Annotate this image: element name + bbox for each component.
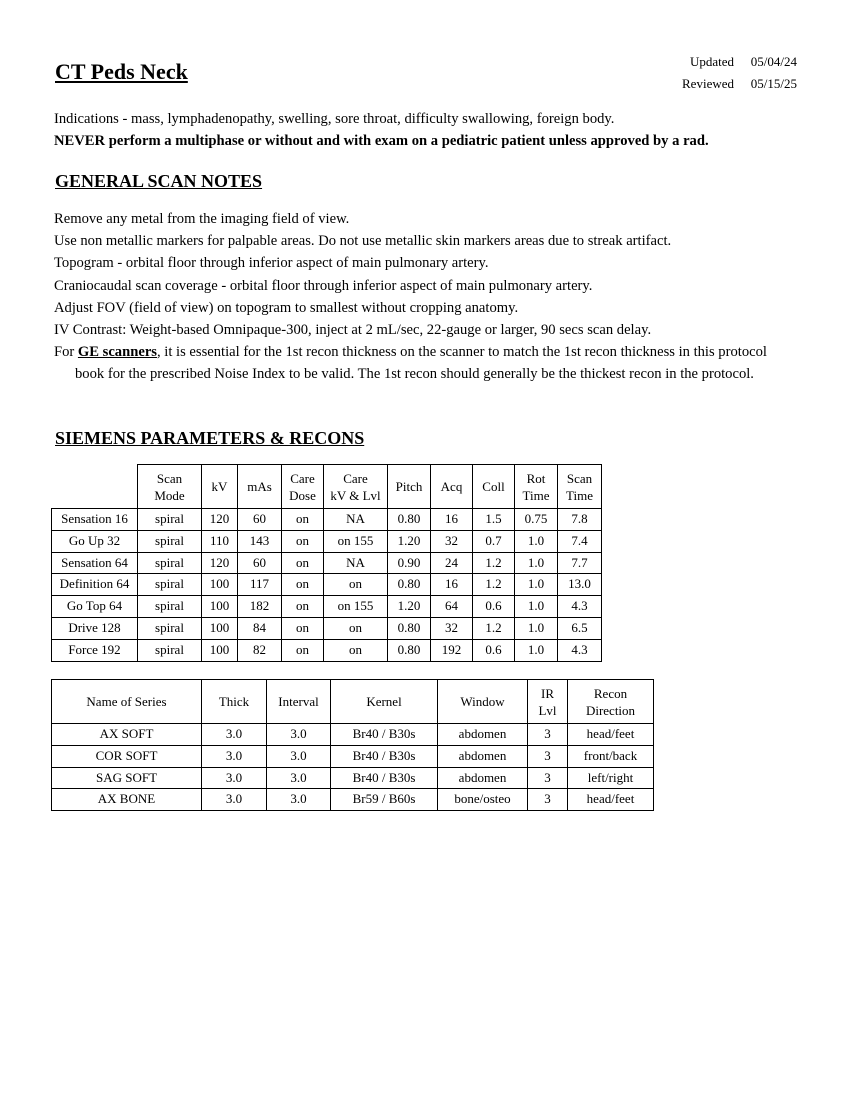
table-cell: 110 [202,530,238,552]
column-header [515,465,558,509]
table-cell: 6.5 [558,617,602,639]
note-line: Adjust FOV (field of view) on topogram to smallest without cropping anatomy. [54,299,519,316]
updated-row [682,51,797,73]
reviewed-row [682,73,797,95]
row-label-cell: Sensation 16 [52,509,138,531]
table-cell: 0.80 [388,509,431,531]
table-cell: 182 [238,596,282,618]
column-header-text: Lvl [538,702,557,718]
table-cell: 24 [431,552,473,574]
reviewed-label: Reviewed [682,75,734,91]
table-cell: on [324,617,388,639]
table-cell: 120 [202,509,238,531]
pediatric-warning: NEVER perform a multiphase or without and with exam on a pediatric patient unless approved by a rad. [54,133,709,149]
row-label-cell: Drive 128 [52,617,138,639]
column-header-text: Thick [218,694,250,709]
table-cell: 0.90 [388,552,431,574]
table-cell: on [324,574,388,596]
table-cell: 100 [202,639,238,661]
table-cell: 3.0 [202,789,267,811]
siemens-table-body [52,509,602,662]
table-cell: 7.8 [558,509,602,531]
table-cell: spiral [138,530,202,552]
table-cell: 1.0 [515,552,558,574]
table-cell: on 155 [324,596,388,618]
table-cell: on [282,596,324,618]
table-cell: on 155 [324,530,388,552]
table-cell: NA [324,552,388,574]
column-header-text: Interval [278,694,319,709]
reviewed-date: 05/15/25 [750,75,797,91]
column-header [568,680,654,724]
column-header [202,465,238,509]
table-cell: 64 [431,596,473,618]
row-label-cell: Go Top 64 [52,596,138,618]
table-cell: on [324,639,388,661]
ge-note-text: , it is essential for the 1st recon thickness on the scanner to match the 1st recon thickness in this protocol book for the prescribed Noise Index to be valid. The 1st recon should generally be the thickest recon in the protocol. [75,344,767,383]
table-cell: 3 [528,789,568,811]
column-header [267,680,331,724]
column-header-text: Direction [585,702,636,718]
column-header [331,680,438,724]
general-notes-heading: GENERAL SCAN NOTES [55,171,263,191]
column-header [558,465,602,509]
recon-table [51,679,654,811]
row-label-cell: Force 192 [52,639,138,661]
table-cell: 7.4 [558,530,602,552]
column-header [138,465,202,509]
table-cell: 3.0 [202,724,267,746]
table-cell: 3.0 [202,767,267,789]
column-header [528,680,568,724]
table-cell: on [282,617,324,639]
table-cell: 84 [238,617,282,639]
table-cell: Br40 / B30s [331,745,438,767]
column-header-text: Window [460,694,505,709]
table-row [52,552,602,574]
table-cell: 1.20 [388,596,431,618]
table-cell: 0.7 [473,530,515,552]
table-cell: 3.0 [267,745,331,767]
table-cell: 1.0 [515,530,558,552]
table-cell: 1.0 [515,617,558,639]
table-cell: on [282,530,324,552]
table-cell: 0.6 [473,596,515,618]
column-header-text: Acq [440,479,463,494]
column-header-text: Scan [566,470,593,486]
table-cell: spiral [138,509,202,531]
table-cell: abdomen [438,724,528,746]
ge-scanner-note [54,341,794,385]
row-label-cell: AX BONE [52,789,202,811]
column-header-text: Care [343,470,368,486]
table-cell: 1.2 [473,617,515,639]
table-cell: 1.20 [388,530,431,552]
table-cell: 82 [238,639,282,661]
updated-date: 05/04/24 [750,54,797,69]
row-label-cell: Definition 64 [52,574,138,596]
row-label-cell: COR SOFT [52,745,202,767]
column-header-text: Kernel [366,694,402,709]
table-cell: 3 [528,745,568,767]
column-header [324,465,388,509]
indications-text: Indications - mass, lymphadenopathy, swelling, sore throat, difficulty swallowing, foreign body. [54,111,615,127]
column-header [431,465,473,509]
table-cell: Br59 / B60s [331,789,438,811]
column-header-text: Pitch [395,479,423,494]
siemens-heading: SIEMENS PARAMETERS & RECONS [55,428,365,448]
table-header-row [52,680,654,724]
column-header-text: Rot [526,470,546,486]
row-label-cell: SAG SOFT [52,767,202,789]
column-header [473,465,515,509]
note-line: IV Contrast: Weight-based Omnipaque-300, inject at 2 mL/sec, 22-gauge or larger, 90 secs scan delay. [54,322,652,339]
note-line: Remove any metal from the imaging field of view. [54,211,350,227]
table-cell: 32 [431,617,473,639]
table-cell: spiral [138,639,202,661]
ge-scanners-link[interactable]: GE scanners [77,344,157,361]
column-header-text: Time [522,487,550,503]
table-cell: 3 [528,767,568,789]
table-row [52,530,602,552]
table-cell: 4.3 [558,639,602,661]
column-header-text: Recon [593,685,628,701]
table-cell: 120 [202,552,238,574]
column-header-text: Care [290,470,315,486]
table-cell: 7.7 [558,552,602,574]
table-cell: 4.3 [558,596,602,618]
column-header [388,465,431,509]
header-blank-cell [52,465,138,509]
column-header-text: Dose [289,487,316,503]
table-cell: on [282,509,324,531]
column-header-text: Coll [482,479,505,494]
table-cell: 1.0 [515,574,558,596]
note-line: Topogram - orbital floor through inferior aspect of main pulmonary artery. [54,255,489,272]
table-cell: 32 [431,530,473,552]
table-cell: 1.2 [473,574,515,596]
table-cell: 60 [238,552,282,574]
row-label-cell: AX SOFT [52,724,202,746]
table-cell: 16 [431,509,473,531]
table-cell: spiral [138,617,202,639]
table-cell: bone/osteo [438,789,528,811]
table-cell: abdomen [438,745,528,767]
table-cell: 16 [431,574,473,596]
table-row [52,509,602,531]
table-cell: 1.0 [515,639,558,661]
table-cell: 3.0 [267,724,331,746]
table-cell: 117 [238,574,282,596]
table-cell: spiral [138,552,202,574]
recon-table-body [52,724,654,811]
column-header-text: IR [541,685,554,701]
table-cell: Br40 / B30s [331,767,438,789]
table-cell: 100 [202,617,238,639]
column-header-text: kV [211,479,228,494]
table-cell: Br40 / B30s [331,724,438,746]
table-cell: 3.0 [267,789,331,811]
note-line: Use non metallic markers for palpable areas. Do not use metallic skin markers areas due to streak artifact. [54,233,672,250]
table-row [52,639,602,661]
table-cell: 0.80 [388,617,431,639]
table-cell: head/feet [568,789,654,811]
siemens-parameters-table [51,464,602,662]
table-cell: on [282,639,324,661]
table-cell: 192 [431,639,473,661]
general-notes-list [54,208,794,386]
note-line: Craniocaudal scan coverage - orbital floor through inferior aspect of main pulmonary artery. [54,277,593,294]
table-cell: 13.0 [558,574,602,596]
column-header [238,465,282,509]
ge-note-prefix: For [54,344,78,361]
table-cell: spiral [138,596,202,618]
table-cell: 1.5 [473,509,515,531]
indications-block [54,108,814,152]
column-header-text: Time [566,487,593,503]
column-header [202,680,267,724]
column-header-text: kV & Lvl [330,487,381,503]
table-cell: 60 [238,509,282,531]
table-cell: 0.80 [388,639,431,661]
revision-dates [682,51,797,94]
table-row [52,574,602,596]
column-header [52,680,202,724]
column-header [282,465,324,509]
table-row [52,767,654,789]
table-cell: 1.2 [473,552,515,574]
table-row [52,596,602,618]
table-row [52,745,654,767]
column-header-text: Mode [154,487,185,503]
table-cell: 3.0 [202,745,267,767]
table-cell: abdomen [438,767,528,789]
table-row [52,617,602,639]
table-row [52,789,654,811]
updated-label: Updated [689,54,734,69]
table-cell: spiral [138,574,202,596]
table-cell: 3.0 [267,767,331,789]
table-row [52,724,654,746]
table-cell: 0.6 [473,639,515,661]
column-header-text: Name of Series [86,694,167,709]
table-cell: front/back [568,745,654,767]
table-header-row [52,465,602,509]
table-cell: NA [324,509,388,531]
table-cell: 0.75 [515,509,558,531]
column-header [438,680,528,724]
table-cell: left/right [568,767,654,789]
column-header-text: Scan [156,470,183,486]
row-label-cell: Go Up 32 [52,530,138,552]
table-cell: on [282,552,324,574]
row-label-cell: Sensation 64 [52,552,138,574]
table-cell: on [282,574,324,596]
table-cell: 3 [528,724,568,746]
table-cell: 0.80 [388,574,431,596]
table-cell: 100 [202,574,238,596]
table-cell: 100 [202,596,238,618]
table-cell: 1.0 [515,596,558,618]
page-title: CT Peds Neck [55,59,188,84]
table-cell: head/feet [568,724,654,746]
table-cell: 143 [238,530,282,552]
column-header-text: mAs [247,479,272,494]
